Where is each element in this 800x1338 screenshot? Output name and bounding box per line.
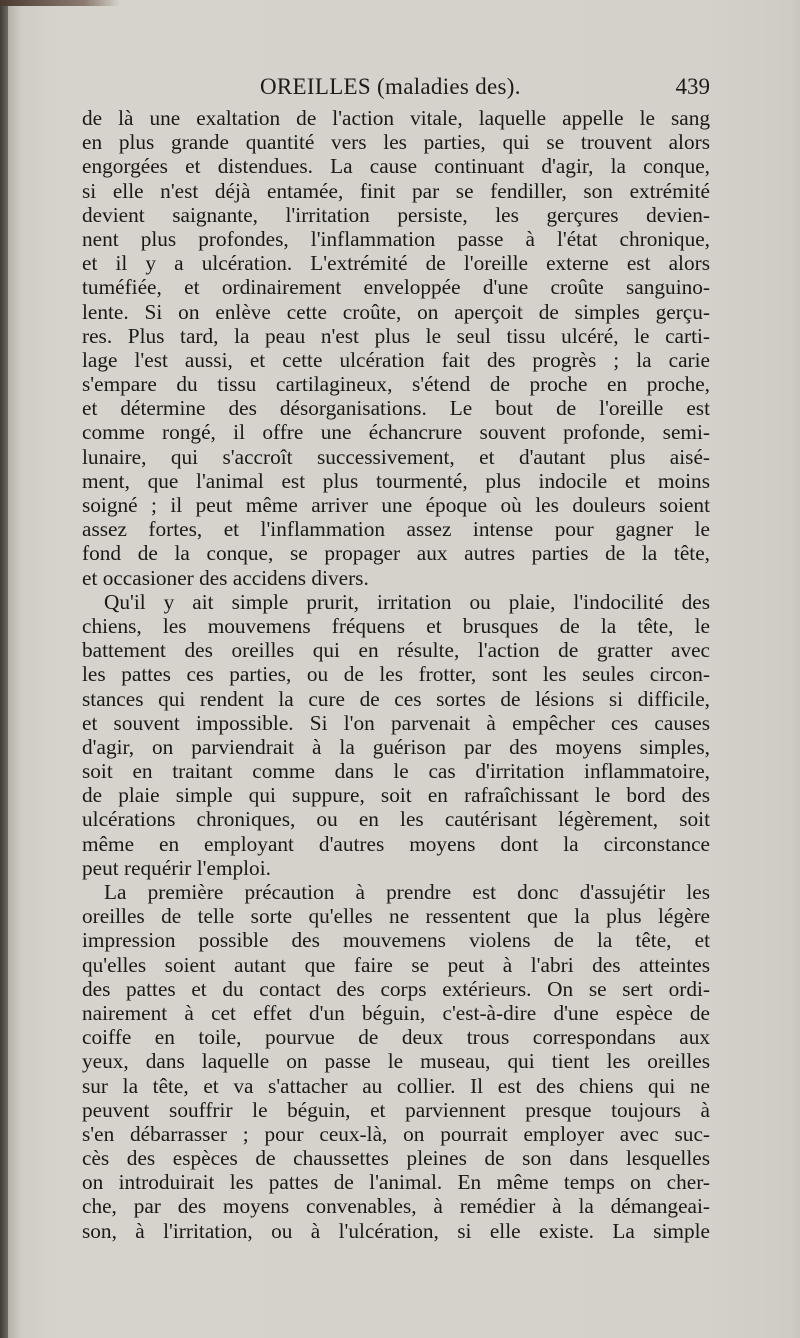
text-line: qu'elles soient autant que faire se peut à l'abri des atteintes	[82, 952, 710, 977]
text-line: on introduirait les pattes de l'animal. En même temps on cher-	[82, 1170, 710, 1195]
text-line: soit en traitant comme dans le cas d'irritation inflammatoire,	[82, 759, 710, 784]
text-line: battement des oreilles qui en résulte, l'action de gratter avec	[82, 638, 710, 663]
text-line: et occasioner des accidens divers.	[82, 565, 369, 590]
text-line: lente. Si on enlève cette croûte, on aperçoit de simples gerçu-	[82, 299, 710, 324]
text-line: nairement à cet effet d'un béguin, c'est-à-dire d'une espèce de	[82, 1000, 710, 1025]
text-line: sur la tête, et va s'attacher au collier. Il est des chiens qui ne	[82, 1073, 710, 1098]
text-line: impression possible des mouvemens violens de la tête, et	[82, 928, 710, 953]
text-line: coiffe en toile, pourvue de deux trous correspondans aux	[82, 1025, 710, 1050]
text-line: ment, que l'animal est plus tourmenté, plus indocile et moins	[82, 468, 710, 493]
text-line: et il y a ulcération. L'extrémité de l'oreille externe est alors	[82, 251, 710, 276]
text-line: son, à l'irritation, ou à l'ulcération, si elle existe. La simple	[82, 1218, 710, 1243]
page-top-edge	[0, 0, 120, 6]
text-line: des pattes et du contact des corps extérieurs. On se sert ordi-	[82, 976, 710, 1001]
text-line: comme rongé, il offre une échancrure souvent profonde, semi-	[82, 420, 710, 445]
text-line: lage l'est aussi, et cette ulcération fait des progrès ; la carie	[82, 347, 710, 372]
text-line: devient saignante, l'irritation persiste, les gerçures devien-	[82, 202, 710, 227]
page-binding-edge	[0, 0, 8, 1338]
text-line: La première précaution à prendre est donc d'assujétir les	[104, 880, 710, 904]
body-text	[82, 106, 710, 1243]
text-line: res. Plus tard, la peau n'est plus le seul tissu ulcéré, le carti-	[82, 323, 710, 348]
text-line: s'empare du tissu cartilagineux, s'étend de proche en proche,	[82, 372, 710, 397]
text-line: stances qui rendent la cure de ces sortes de lésions si difficile,	[82, 686, 710, 711]
text-line: peuvent souffrir le béguin, et parviennent presque toujours à	[82, 1097, 710, 1122]
text-line: en plus grande quantité vers les parties, qui se trouvent alors	[82, 130, 710, 155]
text-line: ulcérations chroniques, ou en les cautérisant légèrement, soit	[82, 807, 710, 832]
text-line: lunaire, qui s'accroît successivement, et d'autant plus aisé-	[82, 444, 710, 469]
text-line: yeux, dans laquelle on passe le museau, qui tient les oreilles	[82, 1049, 710, 1074]
text-line: nent plus profondes, l'inflammation passe à l'état chronique,	[82, 226, 710, 251]
text-line: de là une exaltation de l'action vitale, laquelle appelle le sang	[82, 106, 710, 130]
page-number: 439	[675, 74, 710, 99]
running-head-title: OREILLES (maladies des).	[260, 74, 521, 99]
text-line: et souvent impossible. Si l'on parvenait à empêcher ces causes	[82, 710, 710, 735]
text-line: Qu'il y ait simple prurit, irritation ou plaie, l'indocilité des	[104, 589, 710, 614]
text-line: che, par des moyens convenables, à remédier à la démangeai-	[82, 1194, 710, 1219]
text-line: soigné ; il peut même arriver une époque où les douleurs soient	[82, 493, 710, 517]
running-head	[80, 74, 710, 106]
text-line: de plaie simple qui suppure, soit en rafraîchissant le bord des	[82, 783, 710, 808]
text-line: et détermine des désorganisations. Le bout de l'oreille est	[82, 396, 710, 421]
text-line: cès des espèces de chaussettes pleines de son dans lesquelles	[82, 1146, 710, 1171]
text-line: s'en débarrasser ; pour ceux-là, on pourrait employer avec suc-	[82, 1121, 710, 1146]
text-line: fond de la conque, se propager aux autres parties de la tête,	[82, 541, 710, 566]
text-line: chiens, les mouvemens fréquens et brusques de la tête, le	[82, 613, 710, 638]
text-line: assez fortes, et l'inflammation assez intense pour gagner le	[82, 517, 710, 542]
text-line: si elle n'est déjà entamée, finit par se fendiller, son extrémité	[82, 178, 710, 203]
text-line: peut requérir l'emploi.	[82, 855, 271, 880]
text-line: engorgées et distendues. La cause continuant d'agir, la conque,	[82, 154, 710, 179]
text-line: d'agir, on parviendrait à la guérison par des moyens simples,	[82, 734, 710, 759]
text-line: même en employant d'autres moyens dont la circonstance	[82, 831, 710, 856]
text-line: oreilles de telle sorte qu'elles ne ressentent que la plus légère	[82, 904, 710, 929]
text-line: tuméfiée, et ordinairement enveloppée d'une croûte sanguino-	[82, 275, 710, 300]
text-line: les pattes ces parties, ou de les frotter, sont les seules circon-	[82, 662, 710, 687]
